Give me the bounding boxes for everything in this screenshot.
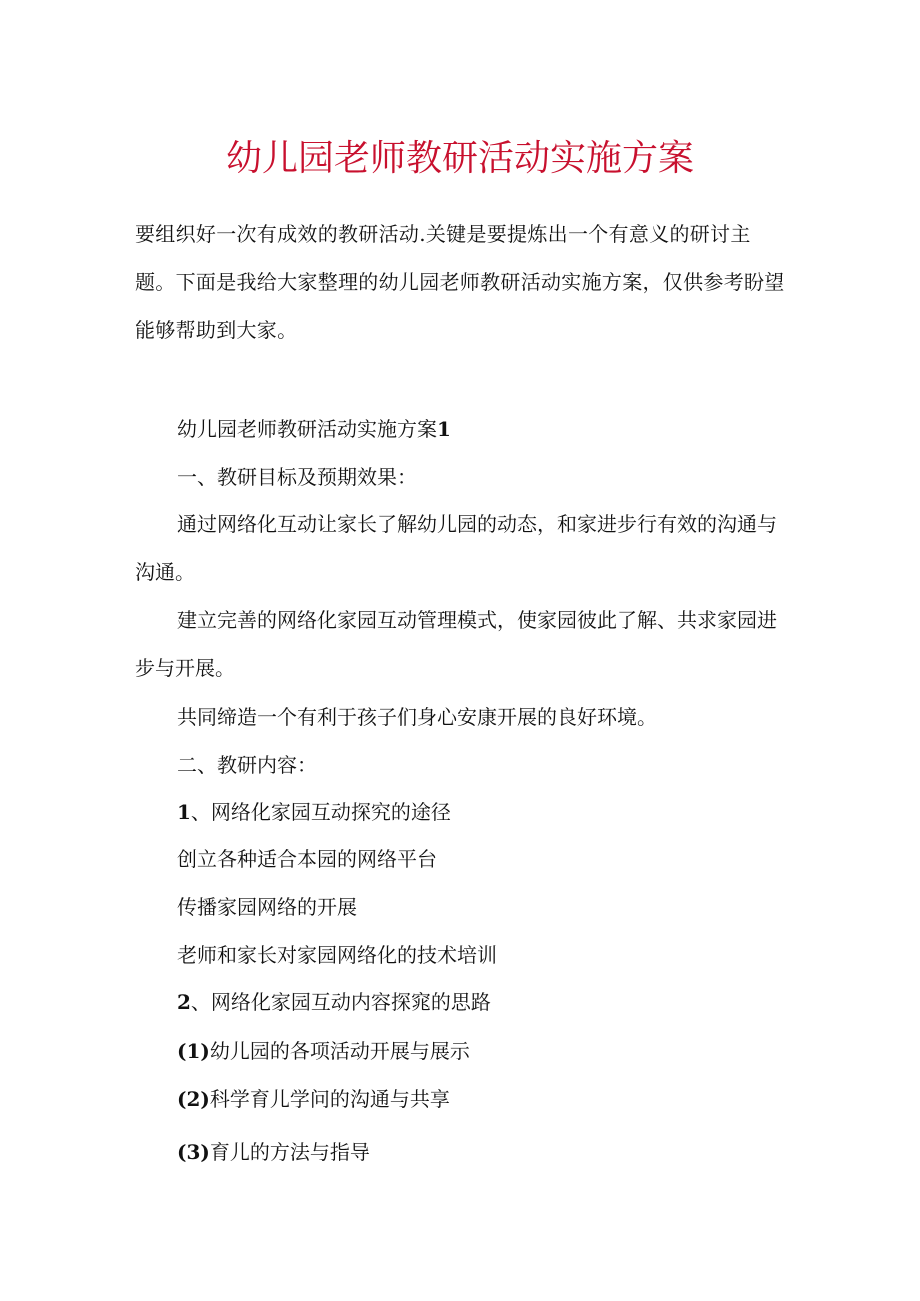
goal-2-text: 建立完善的网络化家园互动管理模式，使家园彼此了解、共求家园进步与开展。 <box>135 608 777 680</box>
item-2-number: 2 <box>177 990 191 1014</box>
item-1-a: 创立各种适合本园的网络平台 <box>177 847 437 871</box>
intro-paragraph <box>135 210 785 354</box>
sub-item-3-number: (3) <box>177 1140 210 1164</box>
heading-goals: 一、教研目标及预期效果： <box>177 465 417 489</box>
section-heading-number: 1 <box>437 417 451 441</box>
sub-item-3 <box>177 1137 370 1167</box>
sub-item-1-text: 幼儿园的各项活动开展与展示 <box>209 1039 470 1063</box>
goal-1-text: 通过网络化互动让家长了解幼儿园的动态，和家进步行有效的沟通与沟通。 <box>135 512 777 584</box>
item-1-number: 1 <box>177 800 191 824</box>
section-heading-text: 幼儿园老师教研活动实施方案 <box>177 417 437 441</box>
item-2 <box>177 987 491 1017</box>
item-1 <box>177 797 451 827</box>
goal-paragraph-1 <box>135 500 785 596</box>
sub-item-3-text: 育儿的方法与指导 <box>209 1140 370 1164</box>
sub-item-2-number: (2) <box>177 1087 210 1111</box>
section-heading <box>177 414 451 444</box>
sub-item-2-text: 科学育儿学问的沟通与共享 <box>209 1087 450 1111</box>
sub-item-2 <box>177 1084 450 1114</box>
sub-item-1-number: (1) <box>177 1039 210 1063</box>
sub-item-1 <box>177 1036 470 1066</box>
item-2-text: 、网络化家园互动内容探窕的思路 <box>190 990 491 1014</box>
goal-paragraph-2 <box>135 596 785 692</box>
item-1-c: 老师和家长对家园网络化的技术培训 <box>177 943 497 967</box>
item-1-b: 传播家园网络的开展 <box>177 895 357 919</box>
document-title: 幼儿园老师教研活动实施方案 <box>225 138 694 179</box>
goal-3: 共同缔造一个有利于孩子们身心安康开展的良好环境。 <box>177 705 657 729</box>
heading-content: 二、教研内容： <box>177 753 317 777</box>
item-1-text: 、网络化家园互动探究的途径 <box>190 800 451 824</box>
intro-text: 要组织好一次有成效的教研活动.关键是要提炼出一个有意义的研讨主题。下面是我给大家整理的幼儿园老师教研活动实施方案，仅供参考盼望能够帮助到大家。 <box>135 222 785 342</box>
